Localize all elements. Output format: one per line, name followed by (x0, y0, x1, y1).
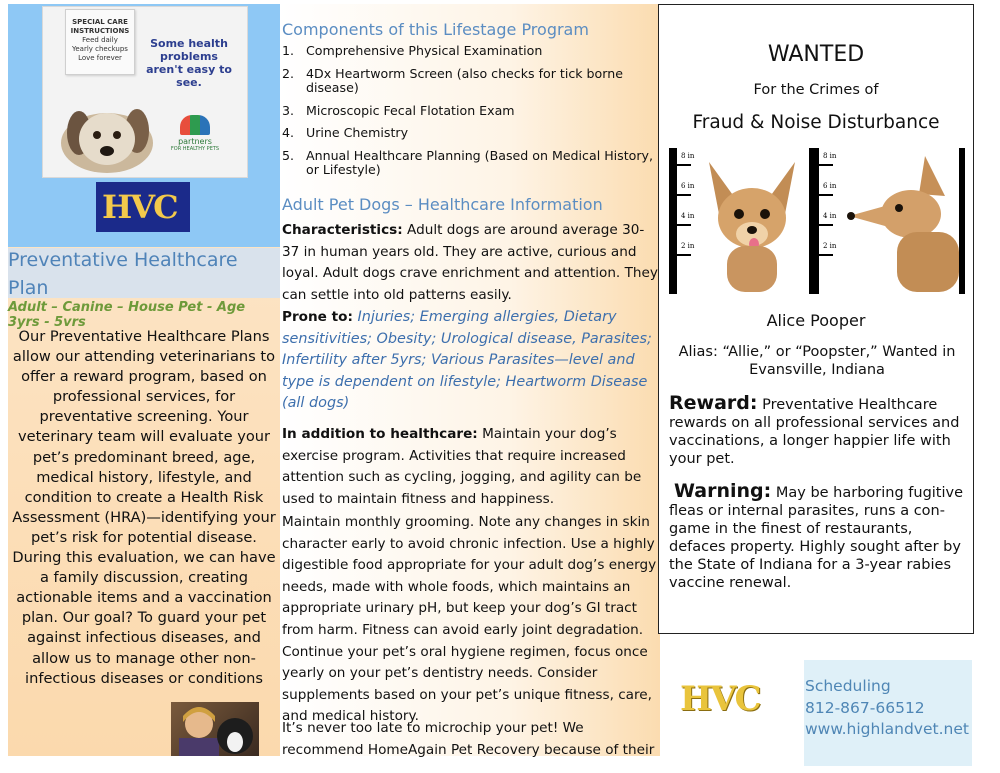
list-item: 1. Comprehensive Physical Examination (282, 43, 543, 58)
microchip-paragraph: It’s never too late to microchip your pet! We recommend HomeAgain Pet Recovery because of their (282, 720, 655, 758)
partners-house-icon (180, 115, 210, 135)
phone-number[interactable]: 812-867-66512 (805, 698, 925, 717)
reward-text: Preventative Healthcare rewards on all professional services and vaccinations, a longer happier life with your pet. (669, 397, 960, 467)
prone-text: Injuries; Emerging allergies, Dietary sensitivities; Obesity; Urological disease, Parasites; Infertility after 5yrs; Various Parasites—level and type is dependent on lifestyle; Heartworm Disease (all dogs) (282, 309, 652, 412)
wanted-title: WANTED (767, 42, 865, 67)
health-poster-image (42, 6, 248, 178)
partners-logo (165, 115, 225, 152)
list-item: 3. Microscopic Fecal Flotation Exam (282, 102, 515, 118)
prone-to-paragraph (282, 307, 660, 415)
suspect-name: Alice Pooper (766, 311, 866, 330)
sticky-line: Yearly checkups (72, 45, 128, 53)
healthcare-label: In addition to healthcare: (282, 426, 478, 442)
characteristics-paragraph (282, 220, 660, 306)
plan-title: Preventative Healthcare Plan (8, 249, 238, 299)
poster-slogan: Some health problems aren't easy to see. (146, 37, 232, 89)
list-item: 2. 4Dx Heartworm Screen (also checks for tick borne disease) (282, 65, 623, 95)
adult-dogs-heading: Adult Pet Dogs – Healthcare Information (282, 195, 603, 214)
sticky-line: Love forever (78, 54, 122, 62)
plan-description: Our Preventative Healthcare Plans allow our attending veterinarians to offer a reward program, based on professional services, for preventative screening. Your veterinary team will evaluate your pet’s predominant breed, age, medical history, lifestyle, and condition to create a Health Risk Assessment (HRA)—identifying your pet’s risk for potential disease. During this evaluation, we can have a family discussion, creating actionable items and a vaccination plan. Our goal? To guard your pet against infectious diseases, and allow us to manage other non-infectious diseases or conditions (12, 328, 276, 687)
staff-with-dog-photo (171, 702, 259, 756)
list-item: 5. Annual Healthcare Planning (Based on Medical History, or Lifestyle) (282, 147, 654, 177)
hvc-logo (96, 182, 190, 232)
characteristics-label: Characteristics: (282, 222, 403, 238)
scheduling-info (805, 676, 970, 741)
suspect-alias: Alias: “Allie,” or “Poopster,” Wanted in Evansville, Indiana (678, 344, 956, 378)
healthcare-paragraph (282, 424, 660, 510)
scheduling-label: Scheduling (805, 677, 891, 695)
wanted-crime: Fraud & Noise Disturbance (692, 112, 940, 133)
hvc-logo-text: HVC (680, 679, 760, 719)
website-link[interactable]: www.highlandvet.net (805, 720, 969, 739)
wanted-for-text: For the Crimes of (753, 82, 879, 98)
chihuahua-front-icon (697, 152, 807, 292)
components-heading: Components of this Lifestage Program (282, 20, 589, 39)
hvc-logo-text: HVC (102, 188, 177, 226)
characteristics-text: Adult dogs are around average 30-37 in human years old. They are active, curious and loyal. Adult dogs crave enrichment and attention. They can settle into old patterns easily. (282, 222, 658, 303)
chihuahua-profile-icon (841, 152, 959, 292)
prone-label: Prone to: (282, 309, 353, 325)
warning-text: May be harboring fugitive fleas or internal parasites, runs a con-game in the finest of restaurants, defaces property. Highly sought after by the State of Indiana for a 3-year rabies vaccine renewal. (669, 485, 964, 591)
dog-illustration-icon (49, 81, 161, 177)
list-item: 4. Urine Chemistry (282, 125, 409, 140)
reward-label: Reward: (669, 392, 758, 414)
components-list (282, 44, 660, 186)
healthcare-text: Maintain your dog’s exercise program. Activities that require increased attention such as cycling, jogging, and agility can be used to maintain fitness and happiness. (282, 426, 642, 507)
grooming-paragraph: Maintain monthly grooming. Note any changes in skin character early to avoid chronic infection. Use a highly digestible food appropriate for your adult dog’s energy needs, made with whole foods, which maintains an appropriate urinary pH, but keep your dog’s GI tract from harm. Fitness can avoid early joint degradation. Continue your pet’s oral hygiene regimen, focus once yearly on your pet’s dentistry needs. Consider supplements based on your pet’s unique fitness, care, and medical history. (282, 514, 657, 725)
partners-name: partners (178, 137, 212, 146)
plan-subtitle: Adult – Canine – House Pet - Age 3yrs - 5vrs (8, 300, 246, 330)
special-care-note (65, 9, 135, 75)
mugshot-front: 8 in 6 in 4 in 2 in (677, 148, 809, 294)
hvc-logo-footer (678, 677, 770, 723)
person-icon (171, 702, 259, 756)
mugshot-profile: 8 in 6 in 4 in 2 in (819, 148, 959, 294)
sticky-line: Feed daily (82, 36, 118, 44)
reward-paragraph (669, 394, 969, 468)
warning-paragraph (669, 482, 969, 592)
warning-label: Warning: (674, 480, 772, 502)
dog-mugshot-photo (669, 148, 965, 294)
sticky-title: SPECIAL CARE INSTRUCTIONS (70, 18, 130, 35)
partners-tagline: FOR HEALTHY PETS (170, 146, 220, 152)
